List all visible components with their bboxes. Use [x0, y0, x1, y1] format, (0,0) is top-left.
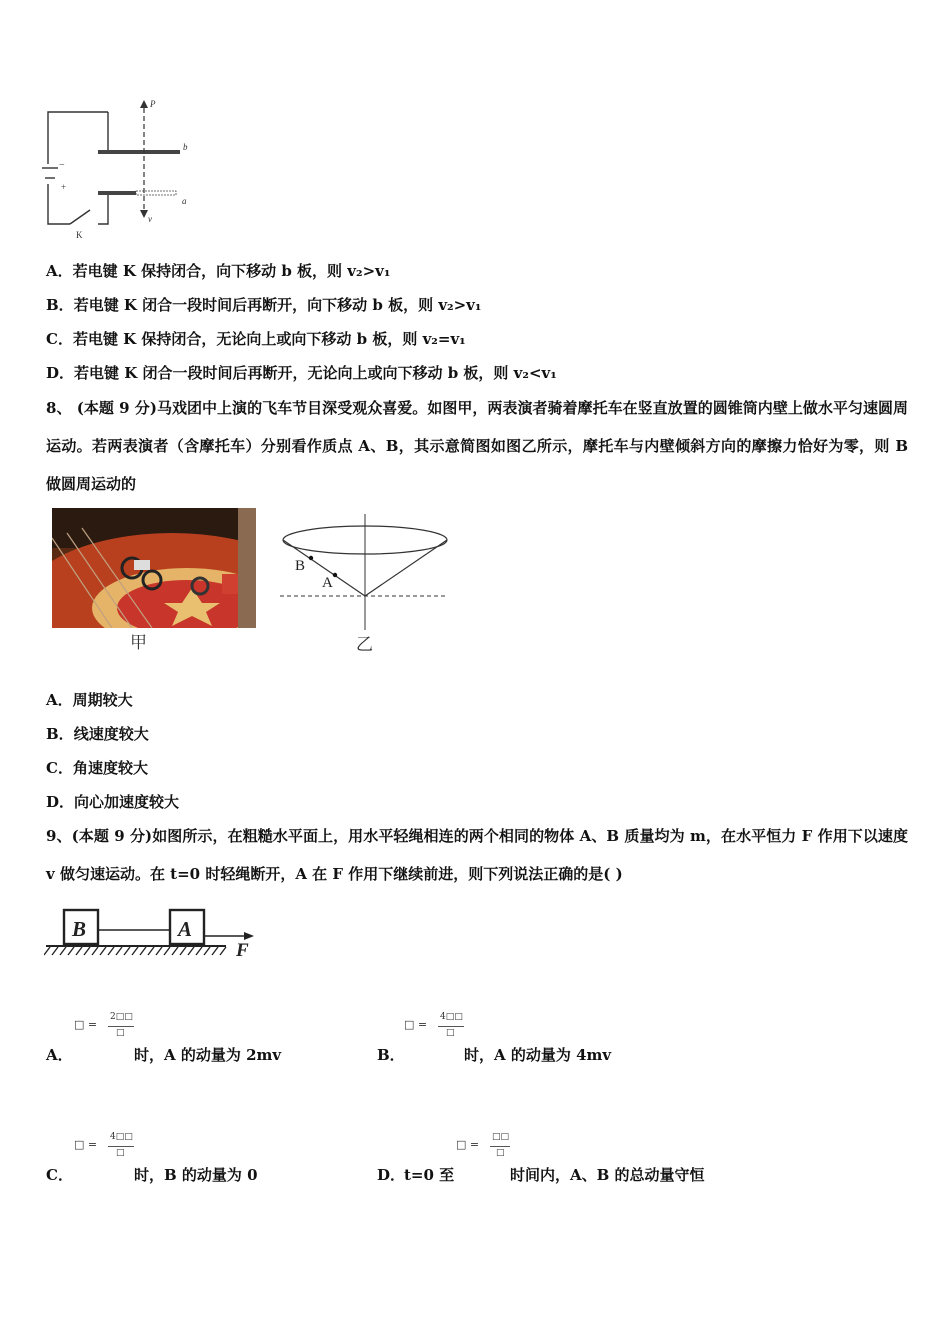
- label-minus: −: [59, 160, 65, 171]
- option-letter: B．: [377, 1046, 405, 1064]
- formula-numerator: □□: [492, 1132, 510, 1142]
- option-text: 时间内，A、B 的总动量守恒: [510, 1166, 705, 1184]
- formula-lhs: □ =: [404, 1018, 428, 1031]
- option-text: 时，A 的动量为 4mv: [464, 1046, 612, 1064]
- label-plus: +: [61, 182, 67, 192]
- formula-numerator: 4□□: [110, 1132, 133, 1142]
- formula-lhs: □ =: [456, 1138, 480, 1151]
- option-letter: A．: [46, 691, 73, 709]
- option-letter: D．: [377, 1166, 406, 1184]
- option-text: 若电键 K 闭合一段时间后再断开，向下移动 b 板，则 v₂>v₁: [73, 296, 482, 314]
- q8-option-b[interactable]: [46, 723, 149, 744]
- option-text: 若电键 K 闭合一段时间后再断开，无论向上或向下移动 b 板，则 v₂<v₁: [74, 364, 557, 382]
- q7-option-b[interactable]: [46, 294, 481, 315]
- caption-yi: 乙: [356, 635, 373, 655]
- q8-stem: 8、 (本题 9 分)马戏团中上演的飞车节目深受观众喜爱。如图甲，两表演者骑着摩托车在竖直放置的圆锥筒内壁上做水平匀速圆周运动。若两表演者（含摩托车）分别看作质点 A、B，其示意简图如图乙所示，摩托车与内壁倾斜方向的摩擦力恰好为零，则 B 做圆周运动的: [46, 399, 908, 493]
- option-letter: B．: [46, 725, 74, 743]
- formula-denominator: □: [116, 1148, 125, 1158]
- label-v: v: [148, 214, 152, 224]
- q7-option-c[interactable]: [46, 328, 466, 349]
- fraction-bar: [490, 1146, 510, 1147]
- label-a: a: [182, 196, 187, 206]
- q9-stem: 9、(本题 9 分)如图所示，在粗糙水平面上，用水平轻绳相连的两个相同的物体 A、B 质量均为 m，在水平恒力 F 作用下以速度 v 做匀速运动。在 t=0 时轻绳断开，A 在 F 作用下继续前进，则下列说法正确的是( ): [46, 827, 908, 883]
- capacitor-circuit-diagram: [40, 98, 200, 243]
- q7-option-a[interactable]: [46, 260, 390, 281]
- q8-option-c[interactable]: [46, 757, 148, 778]
- point-b-label: B: [295, 558, 306, 574]
- option-letter: C．: [46, 330, 73, 348]
- q8-option-d[interactable]: [46, 791, 179, 812]
- block-a-label: A: [178, 917, 193, 941]
- option-letter: C．: [46, 1166, 73, 1184]
- option-text: 周期较大: [72, 691, 133, 709]
- option-prefix: t=0 至: [404, 1166, 455, 1184]
- option-text: 向心加速度较大: [74, 793, 180, 811]
- formula-numerator: 4□□: [440, 1012, 463, 1022]
- option-letter: D．: [46, 793, 75, 811]
- fraction-bar: [438, 1026, 464, 1027]
- option-text: 时，B 的动量为 0: [134, 1166, 258, 1184]
- option-letter: D．: [46, 364, 75, 382]
- cone-diagram: [278, 512, 450, 632]
- label-k: K: [76, 230, 83, 240]
- option-text: 若电键 K 保持闭合，无论向上或向下移动 b 板，则 v₂=v₁: [72, 330, 466, 348]
- formula-lhs: □ =: [74, 1018, 98, 1031]
- formula-lhs: □ =: [74, 1138, 98, 1151]
- option-text: 时，A 的动量为 2mv: [134, 1046, 282, 1064]
- formula-denominator: □: [496, 1148, 505, 1158]
- caption-jia: 甲: [130, 633, 147, 653]
- fraction-bar: [108, 1146, 134, 1147]
- option-text: 若电键 K 保持闭合，向下移动 b 板，则 v₂>v₁: [72, 262, 391, 280]
- label-b: b: [183, 142, 188, 152]
- circus-motorcycle-photo: [52, 508, 256, 628]
- point-a-label: A: [322, 575, 333, 591]
- formula-denominator: □: [446, 1028, 455, 1038]
- formula-numerator: 2□□: [110, 1012, 133, 1022]
- option-letter: C．: [46, 759, 73, 777]
- force-f-label: F: [236, 940, 249, 961]
- option-text: 角速度较大: [72, 759, 148, 777]
- block-b-label: B: [72, 917, 87, 941]
- formula-denominator: □: [116, 1028, 125, 1038]
- option-letter: A．: [46, 262, 73, 280]
- blocks-force-diagram: [44, 896, 259, 964]
- q8-option-a[interactable]: [46, 689, 133, 710]
- option-letter: A．: [46, 1046, 73, 1064]
- option-text: 线速度较大: [73, 725, 149, 743]
- label-p: P: [150, 99, 156, 109]
- option-letter: B．: [46, 296, 74, 314]
- q7-option-d[interactable]: [46, 362, 557, 383]
- fraction-bar: [108, 1026, 134, 1027]
